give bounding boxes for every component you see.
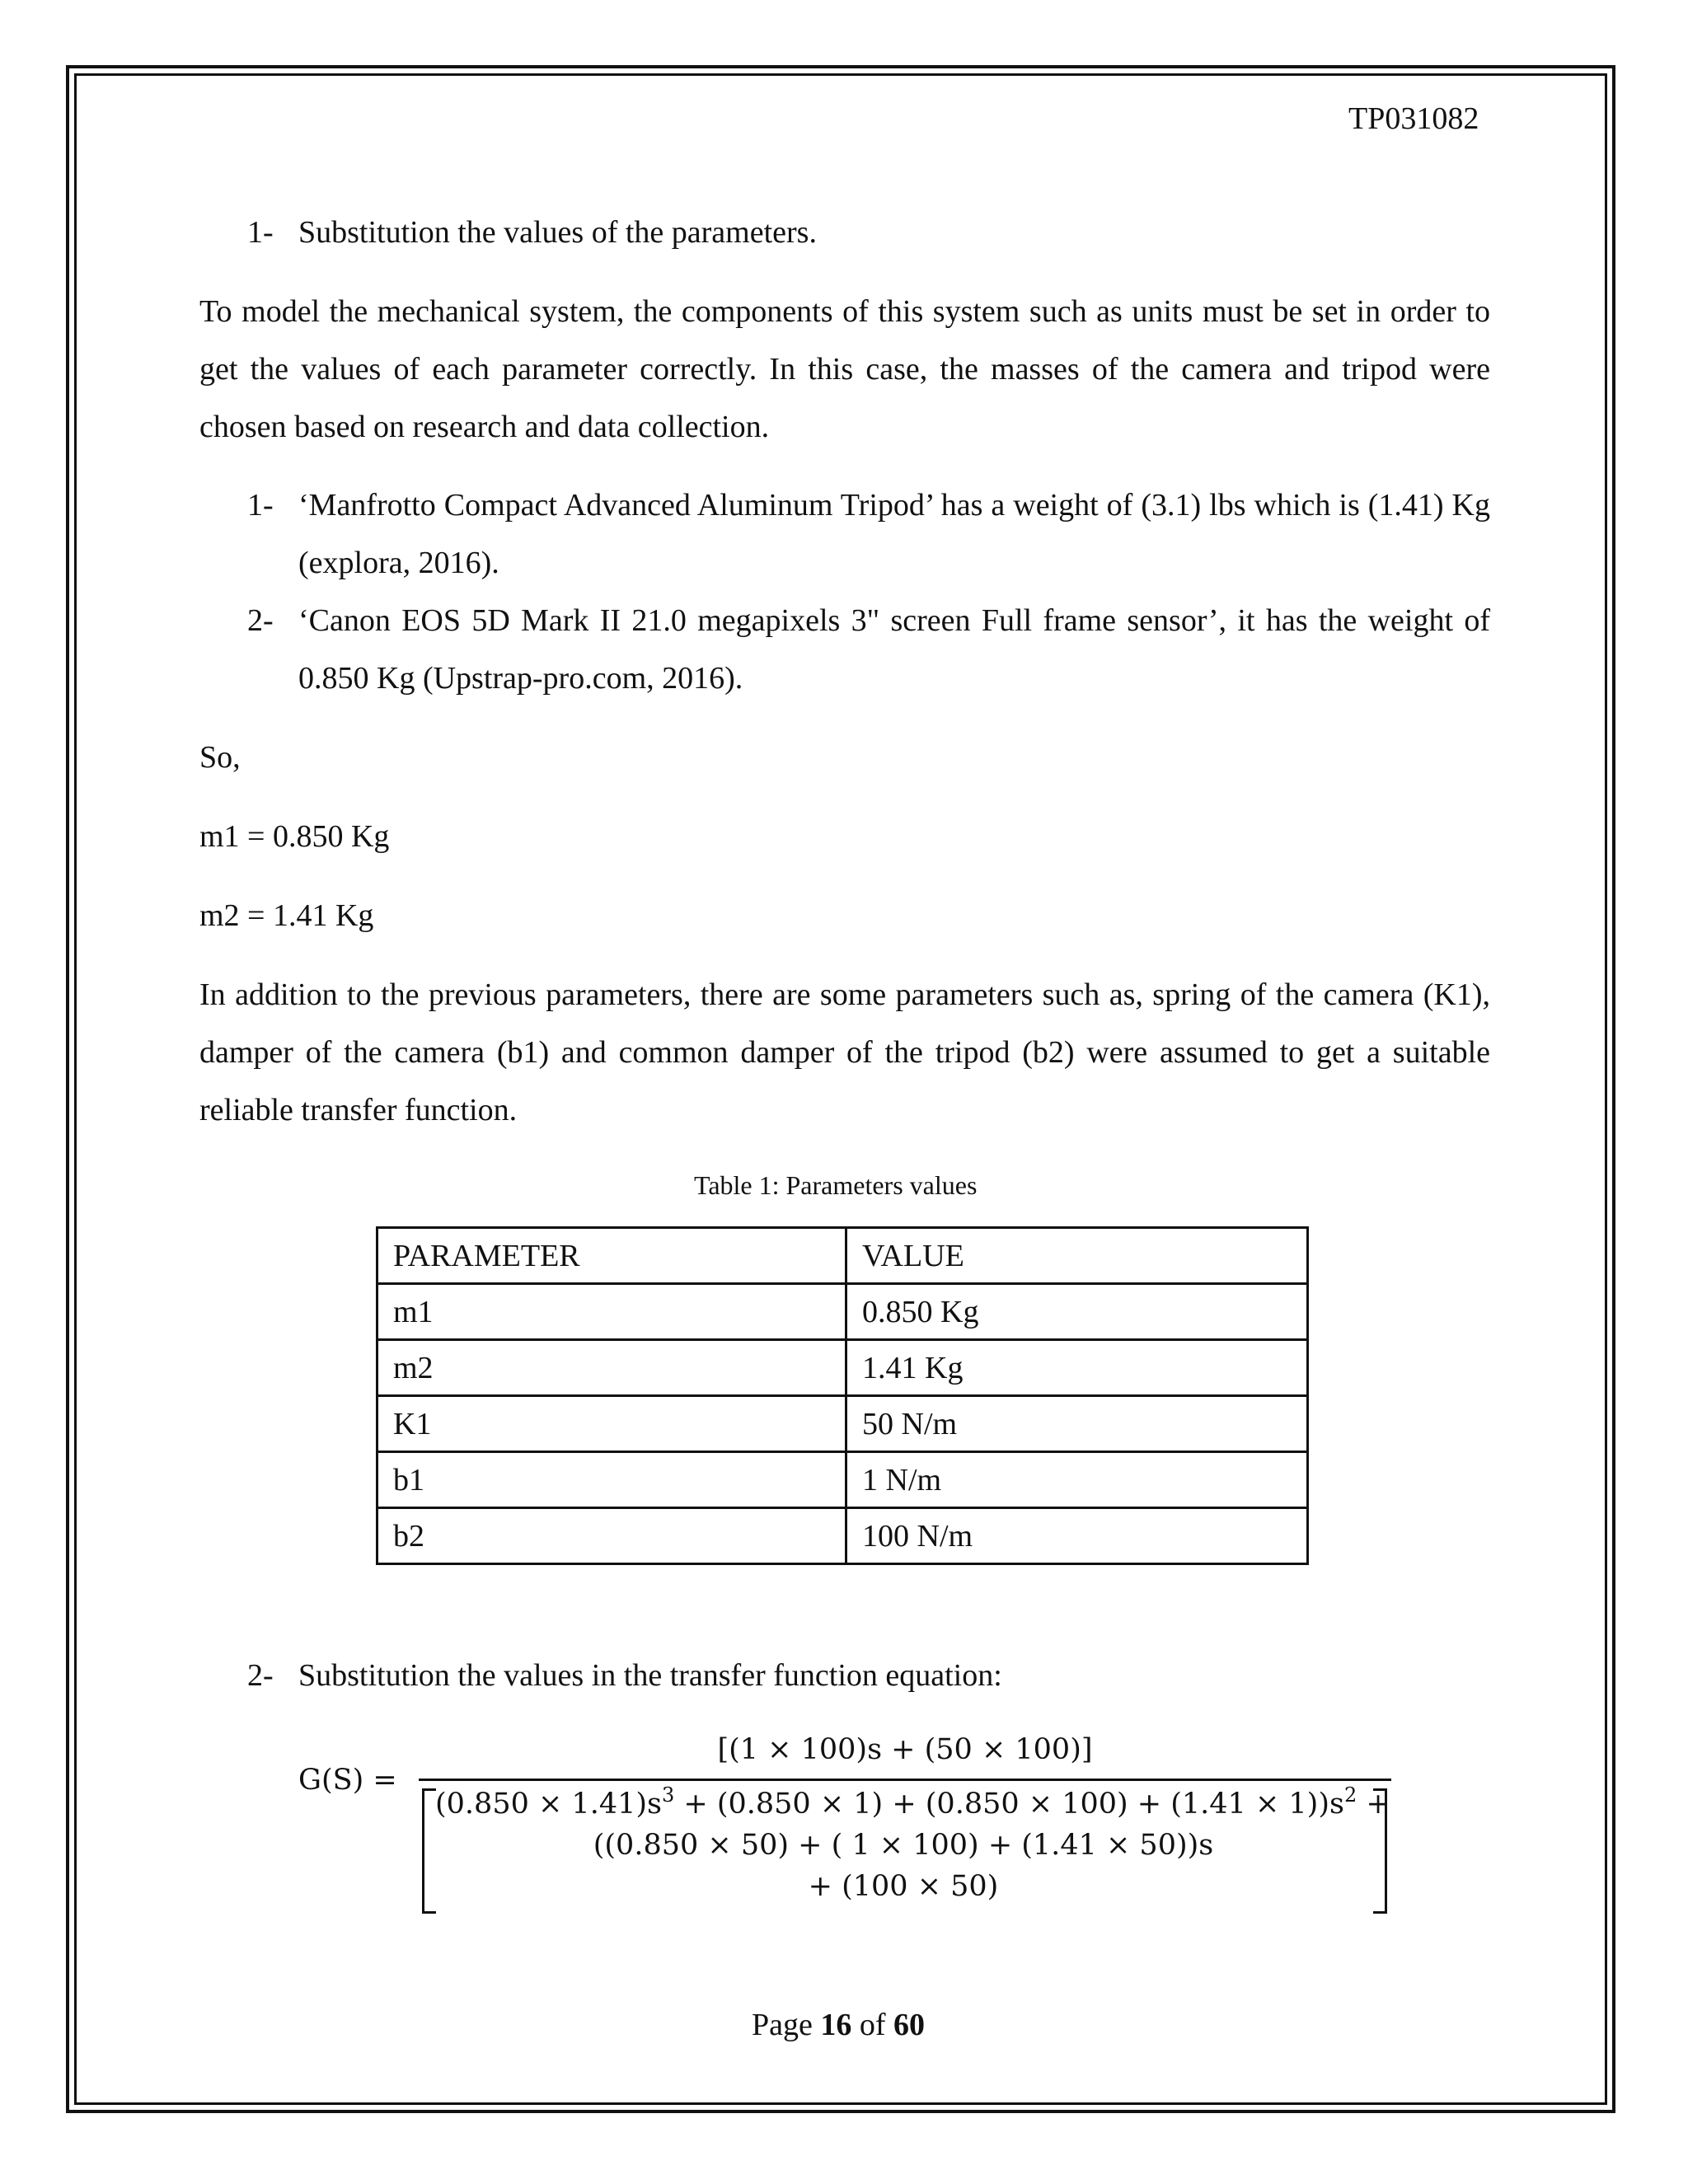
table-row (377, 1452, 1308, 1508)
assumption-paragraph: In addition to the previous parameters, there are some parameters such as, spring of the camera (K1), damper of the camera (b1) and common damper of the tripod (b2) were assumed to get a suitable reliable transfer function. (199, 977, 1490, 1127)
source-1-text: ‘Manfrotto Compact Advanced Aluminum Tripod’ has a weight of (3.1) lbs which is (1.41) Kg (explora, 2016). (298, 488, 1490, 580)
document-id: TP031082 (1348, 101, 1479, 136)
table-header-cell: VALUE (846, 1228, 1308, 1284)
den-term-a: (0.850 × 1.41)s (435, 1788, 662, 1821)
section-2-heading: Substitution the values in the transfer function equation: (298, 1658, 1002, 1693)
table-cell: 50 N/m (846, 1396, 1308, 1452)
m1-value-line: m1 = 0.850 Kg (199, 819, 390, 854)
page-of: of (859, 2008, 886, 2042)
page-prefix: Page (752, 2008, 813, 2042)
table-header-cell: PARAMETER (377, 1228, 846, 1284)
table-cell: b2 (377, 1508, 846, 1564)
table-row (377, 1396, 1308, 1452)
fraction-bar (419, 1779, 1391, 1781)
table-cell: 0.850 Kg (846, 1284, 1308, 1340)
parameters-table (376, 1226, 1309, 1565)
page-current: 16 (820, 2008, 852, 2042)
source-1-number: 1- (247, 488, 274, 523)
table-cell: m1 (377, 1284, 846, 1340)
source-2-text: ‘Canon EOS 5D Mark II 21.0 megapixels 3" screen Full frame sensor’, it has the weight of 0.850 Kg (Upstrap-pro.com, 2016). (298, 603, 1490, 696)
denominator-line-1 (435, 1783, 1390, 1821)
left-bracket (422, 1788, 436, 1914)
table-row (377, 1508, 1308, 1564)
table-caption: Table 1: Parameters values (694, 1170, 978, 1200)
m2-value-line: m2 = 1.41 Kg (199, 898, 374, 933)
page-total: 60 (893, 2008, 926, 2042)
equation-numerator: [(1 × 100)s + (50 × 100)] (717, 1733, 1093, 1766)
equation-lhs: G(S) = (298, 1764, 397, 1797)
section-1-number: 1- (247, 215, 274, 250)
table-cell: K1 (377, 1396, 846, 1452)
table-cell: b1 (377, 1452, 846, 1508)
table-row (377, 1340, 1308, 1396)
denominator-line-2: ((0.850 × 50) + ( 1 × 100) + (1.41 × 50))s (593, 1829, 1214, 1862)
table-header-row (377, 1228, 1308, 1284)
section-1-heading: Substitution the values of the parameters. (298, 215, 817, 250)
den-term-b: + (0.850 × 1) + (0.850 × 100) + (1.41 × 1))s (674, 1788, 1344, 1821)
den-term-c: + (1357, 1788, 1390, 1821)
intro-paragraph: To model the mechanical system, the components of this system such as units must be set in order to get the values of each parameter correctly. In this case, the masses of the camera and tripod were chosen based on research and data collection. (199, 294, 1490, 444)
table-row (377, 1284, 1308, 1340)
page-number-footer (752, 2009, 925, 2041)
table-cell: 100 N/m (846, 1508, 1308, 1564)
section-2-number: 2- (247, 1658, 274, 1693)
table-cell: m2 (377, 1340, 846, 1396)
table-cell: 1.41 Kg (846, 1340, 1308, 1396)
exponent-3: 3 (661, 1783, 675, 1807)
table-cell: 1 N/m (846, 1452, 1308, 1508)
source-2-number: 2- (247, 603, 274, 638)
exponent-2: 2 (1343, 1783, 1357, 1807)
so-text: So, (199, 740, 241, 775)
denominator-line-3: + (100 × 50) (808, 1870, 999, 1903)
